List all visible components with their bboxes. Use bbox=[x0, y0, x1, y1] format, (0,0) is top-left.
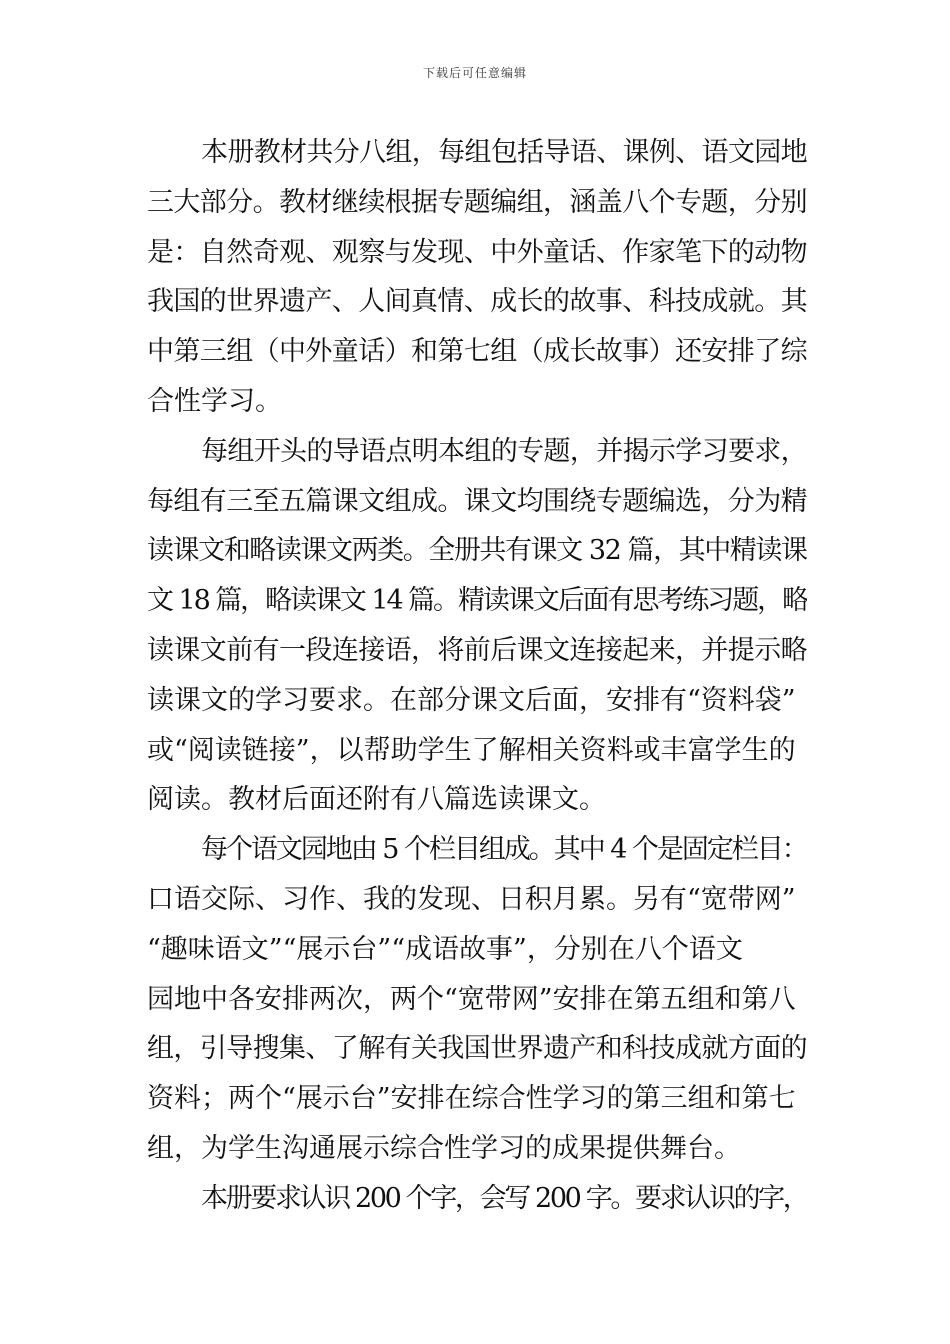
text-line: “趣味语文”“展示台”“成语故事”，分别在八个语文 bbox=[147, 933, 743, 965]
text-line: 中第三组（中外童话）和第七组（成长故事）还安排了综 bbox=[147, 336, 807, 368]
text-line: 口语交际、习作、我的发现、日积月累。另有“宽带网” bbox=[147, 883, 796, 915]
text-line: 本册要求认识 200 个字，会写 200 字。要求认识的字， bbox=[201, 1182, 807, 1214]
text-line: 三大部分。教材继续根据专题编组，涵盖八个专题，分别 bbox=[147, 186, 807, 218]
text-line: 资料；两个“展示台”安排在综合性学习的第三组和第七 bbox=[147, 1083, 796, 1115]
page-header: 下载后可任意编辑 bbox=[422, 66, 527, 80]
text-line: 园地中各安排两次，两个“宽带网”安排在第五组和第八 bbox=[147, 983, 796, 1015]
text-line: 每个语文园地由 5 个栏目组成。其中 4 个是固定栏目： bbox=[201, 834, 807, 866]
text-line: 组，引导搜集、了解有关我国世界遗产和科技成就方面的 bbox=[147, 1033, 807, 1065]
text-line: 是：自然奇观、观察与发现、中外童话、作家笔下的动物 bbox=[147, 236, 807, 268]
text-line: 组，为学生沟通展示综合性学习的成果提供舞台。 bbox=[147, 1132, 741, 1164]
text-line: 阅读。教材后面还附有八篇选读课文。 bbox=[147, 784, 606, 816]
text-line: 读课文前有一段连接语，将前后课文连接起来，并提示略 bbox=[147, 634, 807, 666]
text-line: 读课文和略读课文两类。全册共有课文 32 篇，其中精读课 bbox=[147, 535, 807, 567]
text-line: 文 18 篇，略读课文 14 篇。精读课文后面有思考练习题，略 bbox=[147, 585, 807, 617]
text-line: 我国的世界遗产、人间真情、成长的故事、科技成就。其 bbox=[147, 286, 807, 318]
body-text bbox=[147, 128, 807, 1224]
text-line: 每组有三至五篇课文组成。课文均围绕专题编选，分为精 bbox=[147, 485, 807, 517]
text-line: 读课文的学习要求。在部分课文后面，安排有“资料袋” bbox=[147, 684, 796, 716]
text-line: 每组开头的导语点明本组的专题，并揭示学习要求， bbox=[201, 435, 807, 467]
text-line: 合性学习。 bbox=[147, 385, 282, 417]
text-line: 或“阅读链接”，以帮助学生了解相关资料或丰富学生的 bbox=[147, 734, 796, 766]
text-line: 本册教材共分八组，每组包括导语、课例、语文园地 bbox=[201, 137, 807, 168]
